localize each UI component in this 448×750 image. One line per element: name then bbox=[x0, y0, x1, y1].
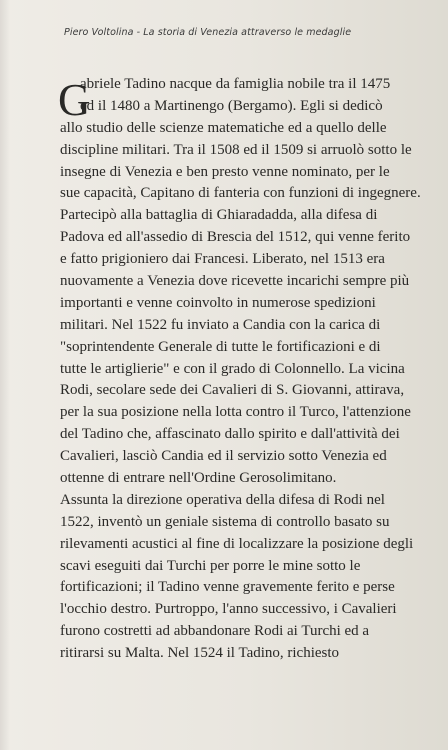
text-line: tutte le artiglierie" e con il grado di Colonnello. La vicina bbox=[60, 360, 405, 377]
text-line: militari. Nel 1522 fu inviato a Candia con la carica di bbox=[60, 316, 381, 333]
paragraph-1 bbox=[60, 74, 442, 490]
text-line: scavi eseguiti dai Turchi per porre le mine sotto le bbox=[60, 557, 361, 574]
text-line: fortificazioni; il Tadino venne gravemente ferito e perse bbox=[60, 579, 395, 596]
text-line: Cavalieri, lasciò Candia ed il servizio sotto Venezia ed bbox=[60, 448, 387, 465]
text-line: Assunta la direzione operativa della difesa di Rodi nel bbox=[60, 491, 385, 508]
binding-shadow bbox=[0, 0, 10, 750]
text-line: ottenne di entrare nell'Ordine Gerosolimitano. bbox=[60, 470, 337, 487]
paragraph-2 bbox=[60, 490, 442, 665]
text-line: allo studio delle scienze matematiche ed a quello delle bbox=[60, 119, 387, 136]
text-line: insegne di Venezia e ben presto venne nominato, per le bbox=[60, 163, 390, 180]
text-line: per la sua posizione nella lotta contro il Turco, l'attenzione bbox=[60, 404, 411, 421]
text-line: rilevamenti acustici al fine di localizzare la posizione degli bbox=[60, 535, 414, 552]
text-line: e fatto prigioniero dai Francesi. Liberato, nel 1513 era bbox=[60, 251, 385, 268]
text-line: "soprintendente Generale di tutte le fortificazioni e di bbox=[60, 338, 381, 355]
text-line: l'occhio destro. Purtroppo, l'anno successivo, i Cavalieri bbox=[60, 601, 397, 618]
text-line: ritirarsi su Malta. Nel 1524 il Tadino, richiesto bbox=[60, 645, 340, 662]
text-line: 1522, inventò un geniale sistema di controllo basato su bbox=[60, 513, 390, 530]
text-line: sue capacità, Capitano di fanteria con funzioni di ingegnere. bbox=[60, 185, 421, 202]
body-text bbox=[60, 74, 442, 665]
text-line: Rodi, secolare sede dei Cavalieri di S. Giovanni, attirava, bbox=[60, 382, 405, 399]
text-line: nuovamente a Venezia dove ricevette incarichi sempre più bbox=[60, 273, 410, 290]
text-line: importanti e venne coinvolto in numerose spedizioni bbox=[60, 294, 376, 311]
text-line: Padova ed all'assedio di Brescia del 1512, qui venne ferito bbox=[60, 229, 411, 246]
text-line: abriele Tadino nacque da famiglia nobile tra il 1475 bbox=[80, 76, 391, 92]
running-header: Piero Voltolina - La storia di Venezia attraverso le medaglie bbox=[64, 27, 352, 38]
text-line: furono costretti ad abbandonare Rodi ai Turchi ed a bbox=[60, 623, 370, 640]
text-line: del Tadino che, affascinato dallo spirito e dall'attività dei bbox=[60, 426, 400, 443]
text-line: Partecipò alla battaglia di Ghiaradadda, alla difesa di bbox=[60, 207, 378, 224]
text-line: ed il 1480 a Martinengo (Bergamo). Egli si dedicò bbox=[80, 97, 383, 114]
text-line: discipline militari. Tra il 1508 ed il 1509 si arruolò sotto le bbox=[60, 141, 412, 158]
drop-cap: G bbox=[58, 75, 91, 125]
